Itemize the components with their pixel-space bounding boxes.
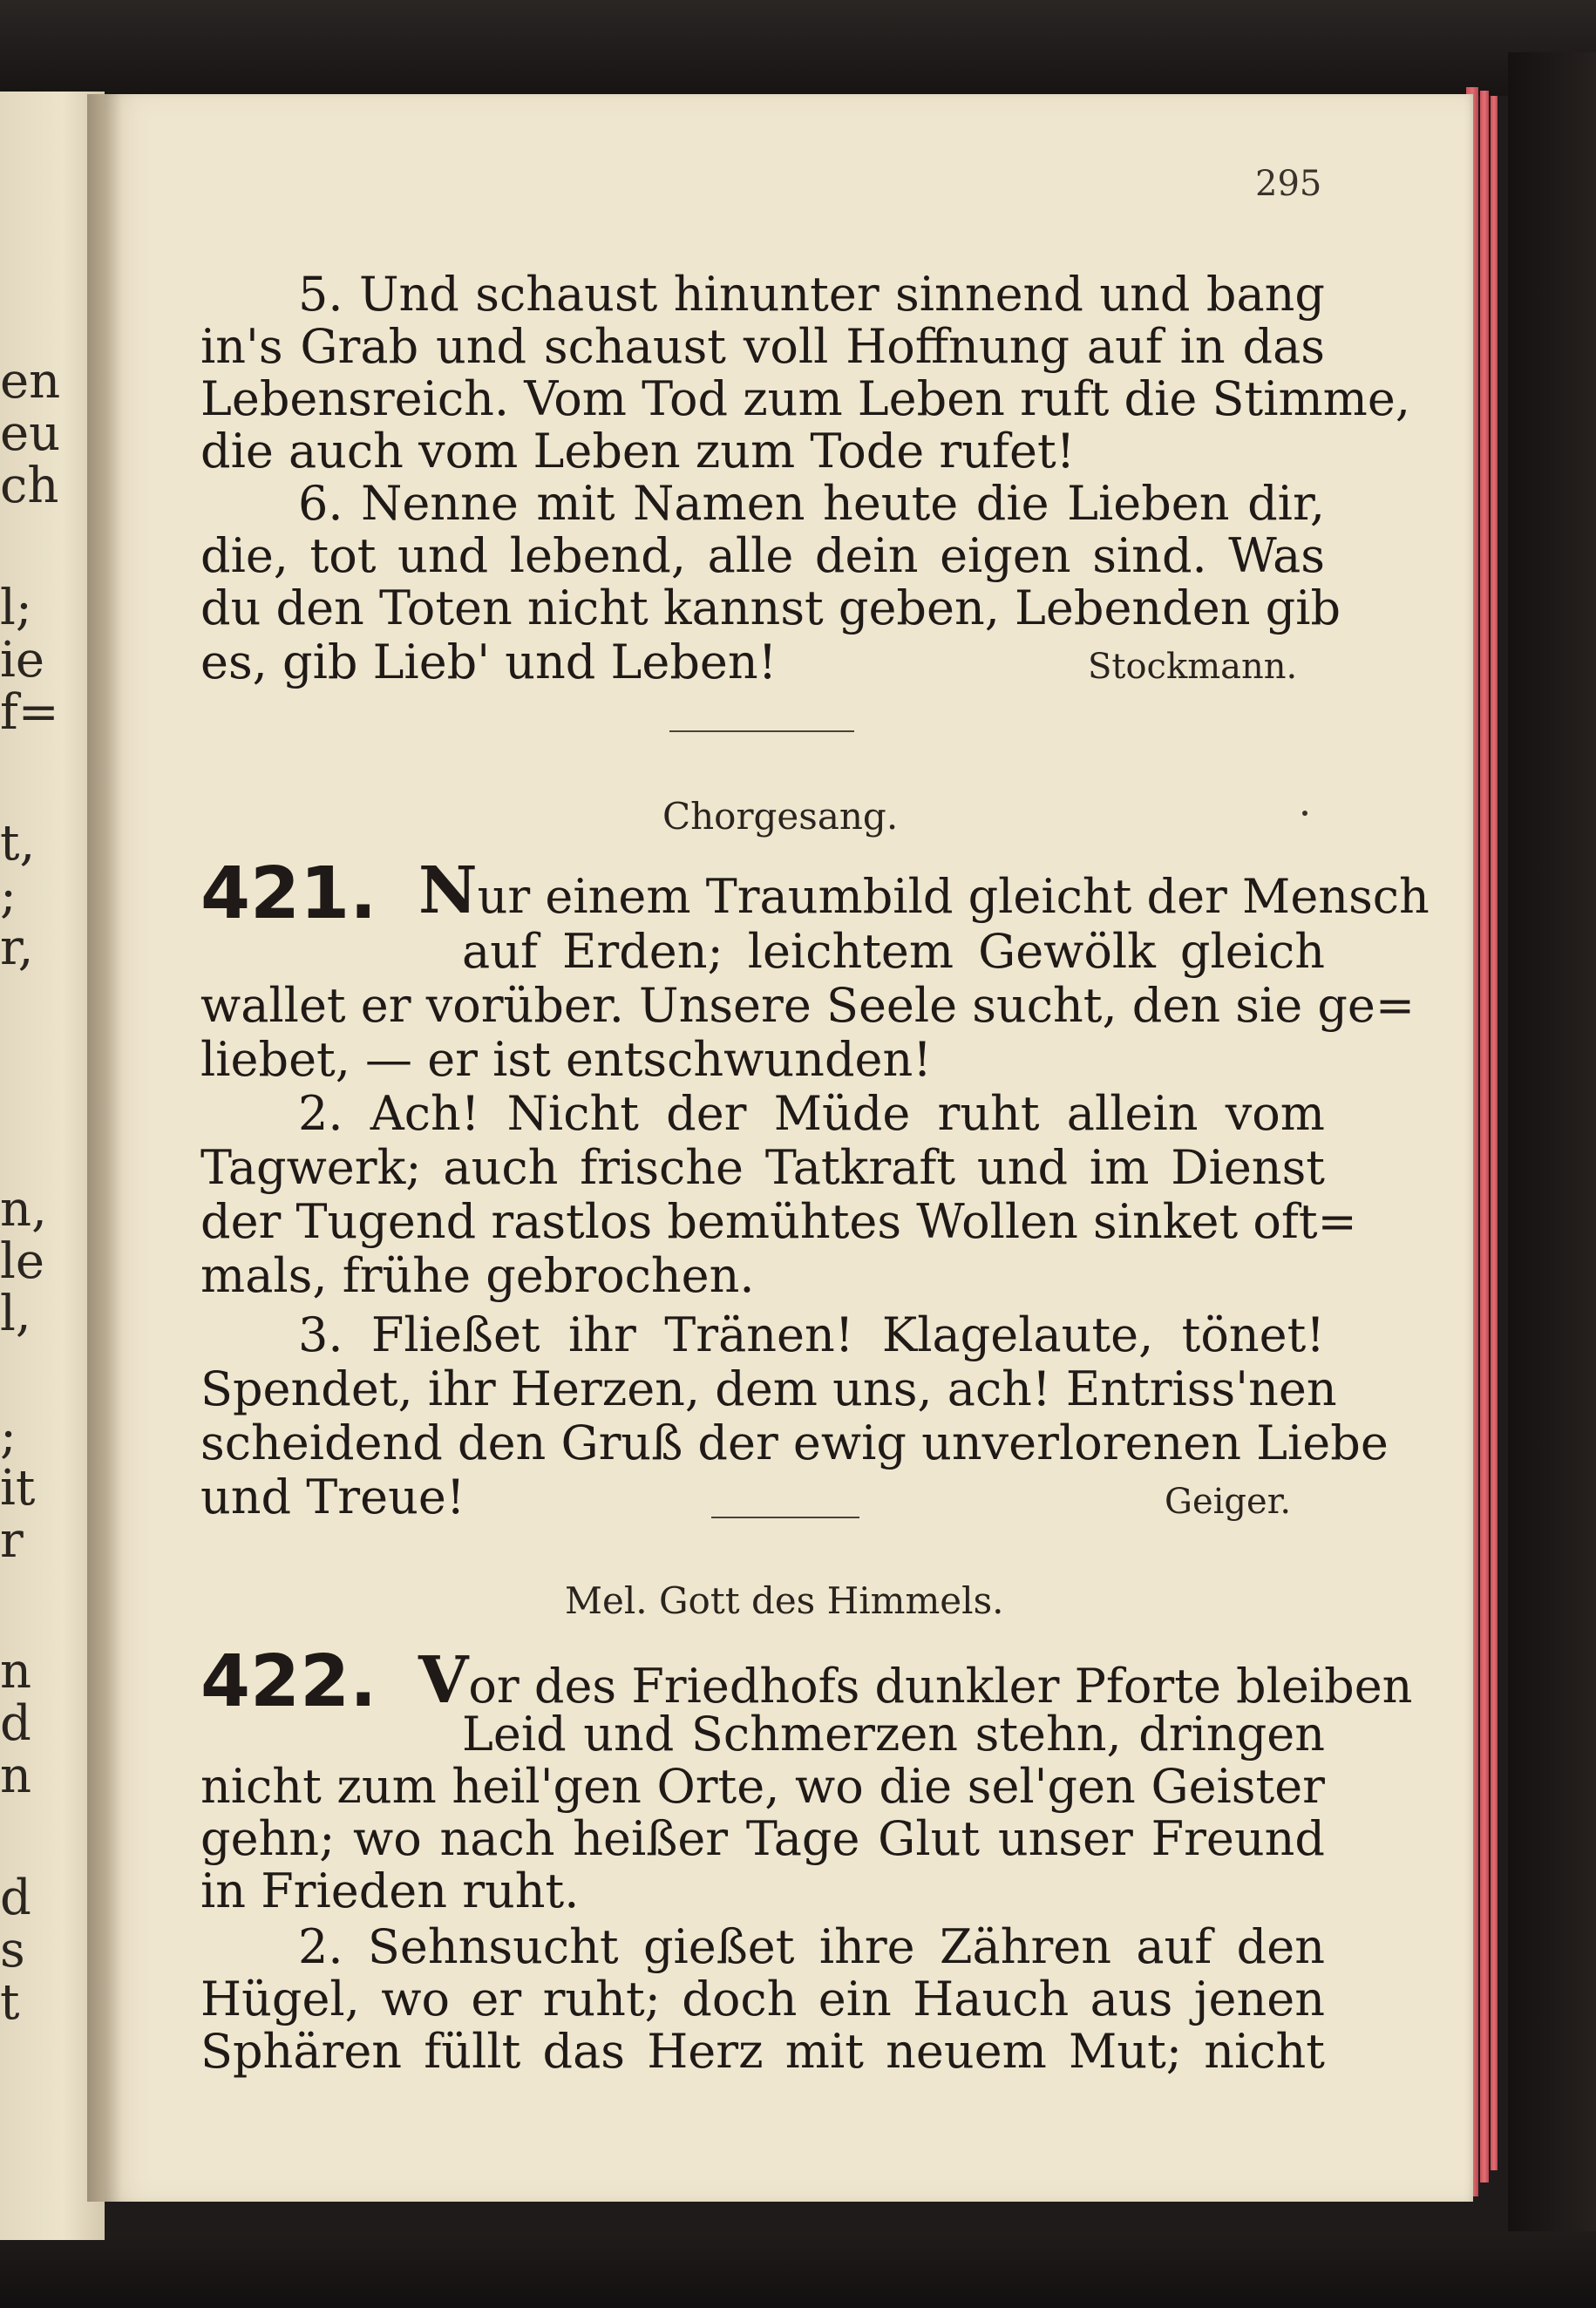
left-page-fragment: l, [0, 1286, 31, 1342]
verse-line: in Frieden ruht. [200, 1863, 580, 1918]
verse-line: es, gib Lieb' und Leben! [200, 635, 778, 689]
ink-speck [1302, 811, 1307, 816]
verse-line: liebet, — er ist entschwunden! [200, 1032, 932, 1087]
drop-cap-initial: N [418, 853, 478, 928]
left-page-fragment: le [0, 1233, 45, 1290]
verse-line: Leid und Schmerzen stehn, dringen [462, 1707, 1325, 1762]
drop-cap-initial: V [418, 1643, 469, 1718]
verse-line: 3. Fließet ihr Tränen! Klagelaute, tönet! [298, 1307, 1325, 1362]
verse-line: gehn; wo nach heißer Tage Glut unser Freund [200, 1811, 1325, 1866]
left-page-fragment: f= [0, 684, 59, 741]
melody-heading: Mel. Gott des Himmels. [565, 1579, 1004, 1622]
left-page-fragment: n [0, 1748, 32, 1804]
section-divider [711, 1517, 859, 1518]
hymn-heading: Chorgesang. [662, 795, 899, 838]
left-page-fragment: n, [0, 1181, 47, 1238]
left-page-fragment: d [0, 1870, 31, 1926]
left-page-fragment: ie [0, 632, 45, 689]
verse-line: in's Grab und schaust voll Hoffnung auf in das [200, 319, 1325, 374]
verse-line: Sphären füllt das Herz mit neuem Mut; nicht [200, 2024, 1325, 2079]
author-signature: Geiger. [1165, 1482, 1292, 1522]
left-page-fragment: r, [0, 920, 34, 976]
page-number: 295 [1255, 164, 1322, 204]
verse-line: mals, frühe gebrochen. [200, 1248, 755, 1303]
page-gutter-shadow [87, 94, 122, 2202]
left-page-fragment: t, [0, 815, 36, 872]
verse-line: Lebensreich. Vom Tod zum Leben ruft die Stimme, [200, 371, 1410, 426]
verse-line: 2. Sehnsucht gießet ihre Zähren auf den [298, 1919, 1325, 1974]
page-edge-red [1491, 96, 1498, 2170]
author-signature: Stockmann. [1088, 647, 1298, 687]
book-cover-bottom [0, 2231, 1596, 2308]
left-page-fragment: ; [0, 867, 17, 924]
page-edge-red [1480, 91, 1489, 2182]
verse-line: die, tot und lebend, alle dein eigen sind. Was [200, 528, 1325, 583]
section-divider [669, 730, 854, 732]
verse-first-line: or des Friedhofs dunkler Pforte bleiben [468, 1659, 1413, 1714]
verse-line: die auch vom Leben zum Tode rufet! [200, 424, 1076, 479]
verse-line: und Treue! [200, 1470, 465, 1524]
hymn-number: 422. [200, 1640, 377, 1723]
left-page-fragment: it [0, 1460, 36, 1517]
left-page-fragment: d [0, 1695, 31, 1752]
verse-line: scheidend den Gruß der ewig unverlorenen Liebe [200, 1415, 1389, 1470]
left-page-fragment: t [0, 1974, 20, 2031]
book-cover-top [0, 0, 1596, 96]
verse-line: du den Toten nicht kannst geben, Lebenden gib [200, 580, 1341, 635]
left-page-fragment: en [0, 353, 61, 410]
left-page-fragment: ch [0, 458, 59, 514]
verse-line [418, 1643, 1413, 1718]
left-page-fragment: eu [0, 405, 61, 462]
left-page-fragment: n [0, 1643, 32, 1700]
left-page-fragment: s [0, 1922, 25, 1979]
left-page-fragment: l; [0, 580, 32, 636]
verse-line: 2. Ach! Nicht der Müde ruht allein vom [298, 1086, 1325, 1141]
verse-line: auf Erden; leichtem Gewölk gleich [462, 924, 1325, 979]
book-cover-right [1508, 52, 1596, 2308]
verse-line: 5. Und schaust hinunter sinnend und bang [298, 267, 1325, 322]
left-page-fragment: r [0, 1512, 24, 1569]
verse-line: wallet er vorüber. Unsere Seele sucht, den sie ge= [200, 978, 1416, 1033]
verse-line: nicht zum heil'gen Orte, wo die sel'gen Geister [200, 1759, 1325, 1814]
hymn-number: 421. [200, 852, 377, 935]
verse-line: der Tugend rastlos bemühtes Wollen sinket oft= [200, 1194, 1357, 1249]
verse-line: Tagwerk; auch frische Tatkraft und im Dienst [200, 1140, 1325, 1195]
verse-line [418, 853, 1430, 928]
verse-line: 6. Nenne mit Namen heute die Lieben dir, [298, 476, 1325, 531]
verse-line: Hügel, wo er ruht; doch ein Hauch aus jenen [200, 1972, 1325, 2026]
verse-first-line: ur einem Traumbild gleicht der Mensch [477, 869, 1430, 924]
left-page-fragment: ; [0, 1408, 17, 1464]
verse-line: Spendet, ihr Herzen, dem uns, ach! Entriss'nen [200, 1361, 1337, 1416]
